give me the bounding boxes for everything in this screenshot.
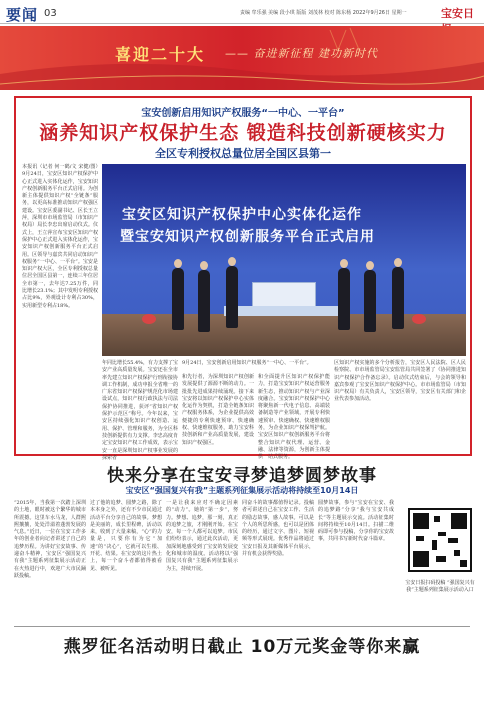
story2-column-2: 过了他的追梦、圆梦之路，除了本本身之外，还有不少市民通过活动平台分享自己的故事。梦想是美丽的，成长里程碑，活动以来，收到了大量来稿，“心”的力量是，只要你有为它“加速”的“决心”，它就可以生根、开花、结果。在宝安的这片热土上，每一个奋斗者都值得被看见、被听见。: [90, 500, 162, 572]
qr-code-panel: [400, 498, 480, 616]
guest: [364, 270, 376, 332]
story3-headline: 燕罗征名活动明日截止 10万元奖金等你来赢: [63, 637, 421, 657]
flower-decoration: [142, 314, 156, 324]
story2-column-1: “2015年，当我第一次踏上深圳的土地，眼时被这个繁华的城市所震撼。这里车水马龙，人群熙熙攘攘，处处洋溢着蓬勃发展的气息。”近日，一位在宝安工作多年的创业者向记者讲述了自己的追梦历程。为讲好宝安故事、传递奋斗精神，宝安区“强国复兴有我”主题系列征集展示活动正在火热进行中，欢迎广大市民踊跃投稿。: [14, 500, 86, 579]
banner-slogan: —— 奋进新征程 建功新时代: [225, 47, 378, 60]
editor-credits: 责编 牟乐强 美编 段小琪 版版 刘茂林 校对 陈东杨 2022年9月26日 星期一: [240, 10, 407, 16]
newspaper-logo: 宝安日: [441, 7, 474, 20]
story2-column-4: 同奋斗的故事都值得记录。投稿者可讲述自己在宝安工作、生活的励志故事，感人故事。可以是个人的所思所感，也可以是团体的经历，通过文字、图片、短视频等形式展现。优秀作品将通过宝安日报及其新媒体平台展示，并有机会获得奖励。: [242, 500, 314, 558]
section-divider: [14, 626, 470, 627]
page-number: 03: [44, 8, 57, 19]
guest: [172, 268, 184, 330]
launch-device: [252, 282, 316, 308]
lead-kicker: 宝安创新启用知识产权服务“一中心、一平台”: [141, 108, 345, 119]
lead-photo: [102, 164, 466, 356]
story2-headline: 快来分享在宝安寻梦追梦圆梦故事: [107, 466, 377, 486]
guest: [338, 268, 350, 330]
lead-headline: 涵养知识产权保护生态 锻造科技创新硬核实力: [39, 122, 447, 144]
lead-column-2: 年同比增长55.4%，有力支撑了宝安产业高质量发展。宝安还在全市率先建立知识产权保护行刑衔接协调工作机制，成功申报全省唯一的广东省知识产权保护规范化市场建设试点，知识产权行政执法与司法保护协同推进，获评“省知识产权保护示范区”称号。今年以来，宝安区持续强化知识产权创造、运用、保护、管理和服务，为全区科技创新提供有力支撑。李忠高度肯定宝安知识产权工作成效，表示宝安一直是深圳知识产权事业发展的探索者: [102, 360, 178, 461]
section-name: 要闻: [6, 6, 39, 24]
lead-column-1: 本报讯（记者 何一鹤/文 宋健/图）9月24日，宝安区知识产权保护中心正式进入实体化运作，宝安知识产权创新服务平台正式启用。为创新主体提供知识产权“全链条”服务，以更高标准推动知识产权强区建设。宝安区委副书记、区长王立萍，深圳市市场监管局（市知识产权局）局长李忠出席启动仪式。仪式上，王立萍宣布宝安区知识产权保护中心正式进入实体化运作，宝安知识产权创新服务平台正式启用。区领导与嘉宾共同启动知识产权服务“一中心、一平台”。宝安是知识产权大区，全区专利授权总量位居全国区县第一，连续三年位居全市第一，去年达7.25万件，同比增长23.1%；其中发明专利授权占比9%，外观设计专利占30%，实用新型专利占18%。: [22, 164, 98, 309]
story2-column-5: 圆梦故事，参与“宝安在宝安、我的追梦路”分享“我与宝安共成长”等主题展示交流。活动征集时间将持续至10月14日。扫描二维码即可参与投稿，分享你的宝安故事，共同书写新时代奋斗篇章。: [318, 500, 394, 543]
banner-title: 喜迎二十大: [115, 45, 206, 64]
story2-subhead: 宝安区“强国复兴有我”主题系列征集展示活动将持续至10月14日: [125, 486, 359, 495]
lead-column-5: 区知识产权实施的多个分析报告，宝安区人民法院、区人民检察院、市市场监管局宝安监管局共同签署了《协同推进知识产权保护合作备忘录》。启动仪式结束后，与会的领导和嘉宾参观了宝安区知识产权保护中心。市市场监管局（市知识产权局）有关负责人，宝安区领导，宝安区有关部门和企业代表参加活动。: [334, 360, 466, 403]
flower-decoration: [412, 314, 426, 324]
qr-caption: 宝安日报扫码投稿 “强国复兴有我”主题系列征集展示活动入口: [405, 580, 475, 593]
lead-column-3: 和先行者，为深圳知识产权创新发展提供了源源不断的动力。一批批先进成果持续涌现。接下来宝安将以知识产权保护中心实体化运作为契机，打造全链条知识产权服务体系，为企业提供高效便捷的专利快速预审、快速确权、快速维权服务，助力宝安科技创新和产业高质量发展，建设知识产权强区。: [182, 374, 254, 446]
backdrop-title-2: 暨宝安知识产权创新服务平台正式启用: [120, 229, 375, 245]
qr-code[interactable]: [408, 508, 472, 572]
guest: [198, 270, 210, 332]
guest: [392, 267, 404, 329]
story2-column-3: 一是让我来应对不确定因素的“动力”。她的“第一步”，努力。梦想、追梦，那一刻，真正的追梦之旅，才刚刚开始。在宝安，每一个人都可以追梦。市民们纷纷表示，通过此次活动，更加深刻地感受到了宝安的发展变化和城市的温度。活动将以“强国复兴有我”主题系列征集展示为主，持续开展。: [166, 500, 238, 572]
backdrop-title-1: 宝安区知识产权保护中心实体化运作: [122, 207, 362, 223]
lead-subhead: 全区专利授权总量位居全国区县第一: [155, 147, 331, 160]
photo-caption: 9月24日，宝安创新启用知识产权服务“一中心、一平台”。: [182, 360, 312, 366]
masthead: [0, 0, 484, 24]
lead-story: [14, 96, 472, 461]
stage-plinth: [224, 306, 344, 316]
theme-banner: [0, 26, 484, 90]
lead-column-4: 和全面提升区知识产权保护能力，打造宝安知识产权运营服务新生态，推动知识产权与产业深度融合。宝安知识产权保护中心将聚焦新一代电子信息、高端装备制造等产业领域，开展专利快速预审、快速确权、快速维权服务，为企业知识产权保驾护航。宝安区知识产权创新服务平台将整合知识产权代理、运营、金融、法律等资源，为创新主体提供一站式服务。: [258, 374, 330, 461]
guest: [226, 266, 238, 328]
